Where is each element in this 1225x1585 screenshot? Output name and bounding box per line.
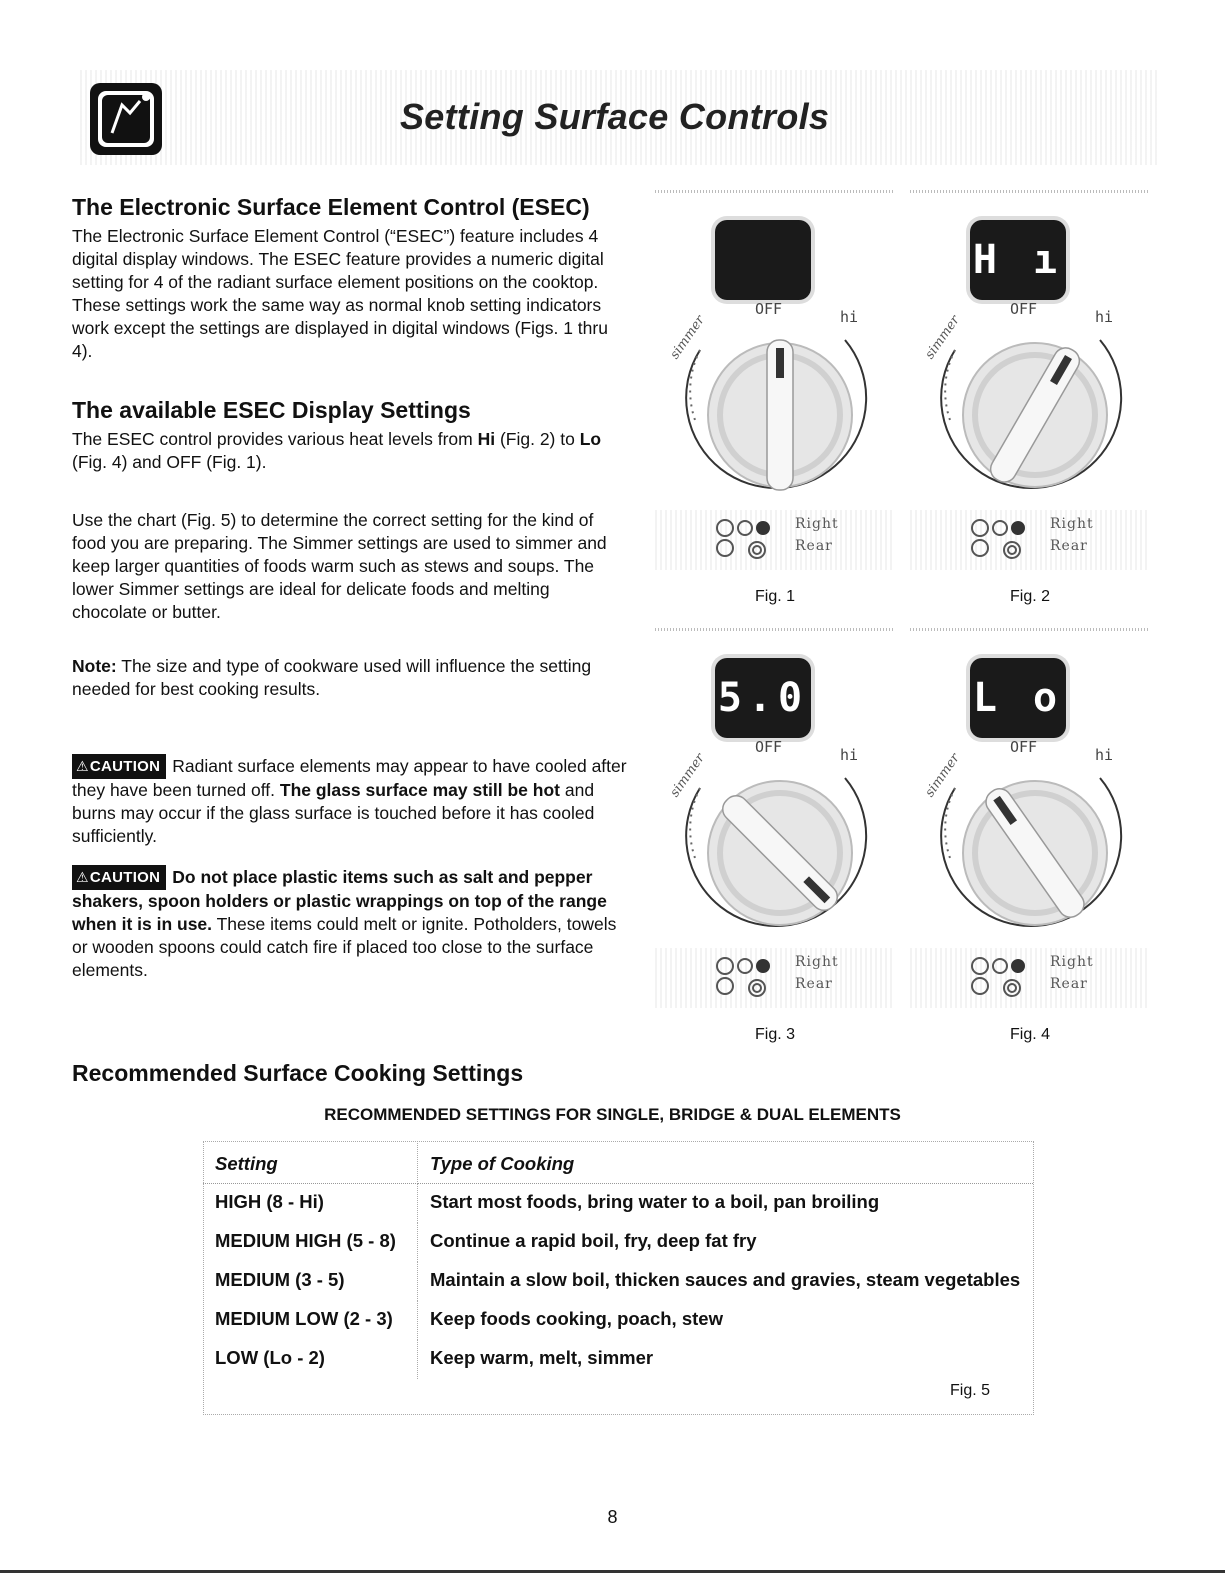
right-label: Right [795,954,839,970]
available-section [72,397,622,474]
esec-section [72,194,622,363]
page-number: 8 [607,1507,618,1527]
hi-label: hi [1095,746,1114,764]
recommended-heading: Recommended Surface Cooking Settings [72,1060,524,1086]
figure-caption: Fig. 4 [1009,1026,1050,1043]
cooking-type-cell: Keep warm, melt, simmer [430,1347,654,1368]
caution-label: CAUTION [89,758,161,775]
caution-1-text: Radiant surface elements may appear to have cooled after they have been turned off. [72,756,627,800]
off-label: OFF [1010,738,1038,756]
available-text-2: (Fig. 2) to [495,429,580,449]
digital-display: 5.0 [715,658,811,738]
settings-table [203,1141,1033,1379]
off-label: OFF [755,738,783,756]
esec-heading: The Electronic Surface Element Control (ESEC) [72,194,590,220]
digital-display: L o [970,658,1066,738]
rear-label: Rear [795,538,833,554]
control-knob [675,748,885,938]
hi-label: hi [1095,308,1114,326]
table-row [203,1301,1033,1340]
figure-caption: Fig. 1 [754,588,795,605]
right-label: Right [795,516,839,532]
element-position-icon [970,952,1040,1000]
caution-2-text: These items could melt or ignite. Potholders, towels or wooden spoons could catch fire if placed too close to the surface elements. [72,914,617,980]
esec-body: The Electronic Surface Element Control (“ESEC”) feature includes 4 digital display windows. The ESEC feature provides a numeric digital setting for 4 of the radiant surface element positions on the cooktop. These settings work the same way as normal knob setting indicators work except the settings are displayed in digital windows (Figs. 1 thru 4). [72,226,608,361]
setting-cell: MEDIUM (3 - 5) [203,1262,418,1301]
warning-triangle-icon: ⚠ [76,869,89,885]
element-position-icon [715,514,785,562]
cooking-type-cell: Keep foods cooking, poach, stew [430,1308,723,1329]
stovetop-control-icon [90,83,162,155]
page-title: Setting Surface Controls [400,96,830,137]
setting-cell: LOW (Lo - 2) [203,1340,418,1379]
caution-2 [72,865,627,982]
figure-rule [655,628,895,631]
element-position-indicator [655,510,895,570]
hi-label: hi [840,746,859,764]
caution-label: CAUTION [89,869,161,886]
figure-4 [910,628,1150,1068]
column-header-type: Type of Cooking [418,1141,1034,1184]
simmer-label: simmer [922,750,964,801]
column-header-setting: Setting [203,1141,418,1184]
note-text [72,655,622,701]
note-body: The size and type of cookware used will influence the setting needed for best cooking results. [72,656,592,699]
caution-1 [72,754,627,848]
right-label: Right [1050,954,1094,970]
control-knob [930,310,1140,500]
cooking-type-cell: Start most foods, bring water to a boil, pan broiling [430,1191,880,1212]
element-position-icon [715,952,785,1000]
digital-display: H ı [970,220,1066,300]
element-position-icon [970,514,1040,562]
setting-cell: MEDIUM HIGH (5 - 8) [203,1223,418,1262]
available-heading: The available ESEC Display Settings [72,397,471,423]
caution-1-text-end: and burns may occur if the glass surface is touched before it has cooled sufficiently. [72,780,595,846]
caution-1-bold: The glass surface may still be hot [279,780,560,800]
simmer-label: simmer [667,312,709,363]
off-label: OFF [755,300,783,318]
setting-cell: HIGH (8 - Hi) [203,1184,418,1224]
table-row [203,1262,1033,1301]
control-knob [930,748,1140,938]
available-text-3: (Fig. 4) and OFF (Fig. 1). [72,452,267,472]
caution-badge [72,754,166,779]
chart-usage-text: Use the chart (Fig. 5) to determine the correct setting for the kind of food you are preparing. The Simmer settings are used to simmer and keep larger quantities of foods warm such as stews and soups. The lower Simmer settings are ideal for delicate foods and melting chocolate or butter. [72,510,607,622]
digital-display [715,220,811,300]
figure-rule [910,190,1150,193]
hi-term: Hi [477,429,496,449]
figure-2 [910,190,1150,630]
off-label: OFF [1010,300,1038,318]
figure-rule [655,190,895,193]
figure-3 [655,628,895,1068]
simmer-label: simmer [922,312,964,363]
rear-label: Rear [1050,538,1088,554]
element-position-indicator [910,510,1150,570]
caution-2-bold: Do not place plastic items such as salt and pepper shakers, spoon holders or plastic wrappings on top of the range when it is in use. [72,867,607,934]
caution-badge [72,865,166,890]
figure-rule [910,628,1150,631]
element-position-indicator [910,948,1150,1008]
lo-term: Lo [579,429,602,449]
rear-label: Rear [1050,976,1088,992]
fig-5-caption: Fig. 5 [950,1382,991,1399]
setting-cell: MEDIUM LOW (2 - 3) [203,1301,418,1340]
control-knob [675,310,885,500]
figure-1 [655,190,895,630]
right-label: Right [1050,516,1094,532]
bottom-rule [0,1570,1225,1573]
table-header-row [203,1141,1033,1184]
element-position-indicator [655,948,895,1008]
hi-label: hi [840,308,859,326]
cooking-type-cell: Continue a rapid boil, fry, deep fat fry [430,1230,757,1251]
rear-label: Rear [795,976,833,992]
note-label: Note: [72,656,117,676]
figure-caption: Fig. 3 [754,1026,795,1043]
available-body [72,428,622,474]
figure-caption: Fig. 2 [1009,588,1050,605]
table-row [203,1340,1033,1379]
simmer-label: simmer [667,750,709,801]
cooking-type-cell: Maintain a slow boil, thicken sauces and gravies, steam vegetables [430,1269,1021,1290]
warning-triangle-icon: ⚠ [76,758,89,774]
table-row [203,1223,1033,1262]
table-title: RECOMMENDED SETTINGS FOR SINGLE, BRIDGE & DUAL ELEMENTS [324,1105,901,1124]
table-row [203,1184,1033,1224]
available-text-1: The ESEC control provides various heat levels from [72,429,478,449]
